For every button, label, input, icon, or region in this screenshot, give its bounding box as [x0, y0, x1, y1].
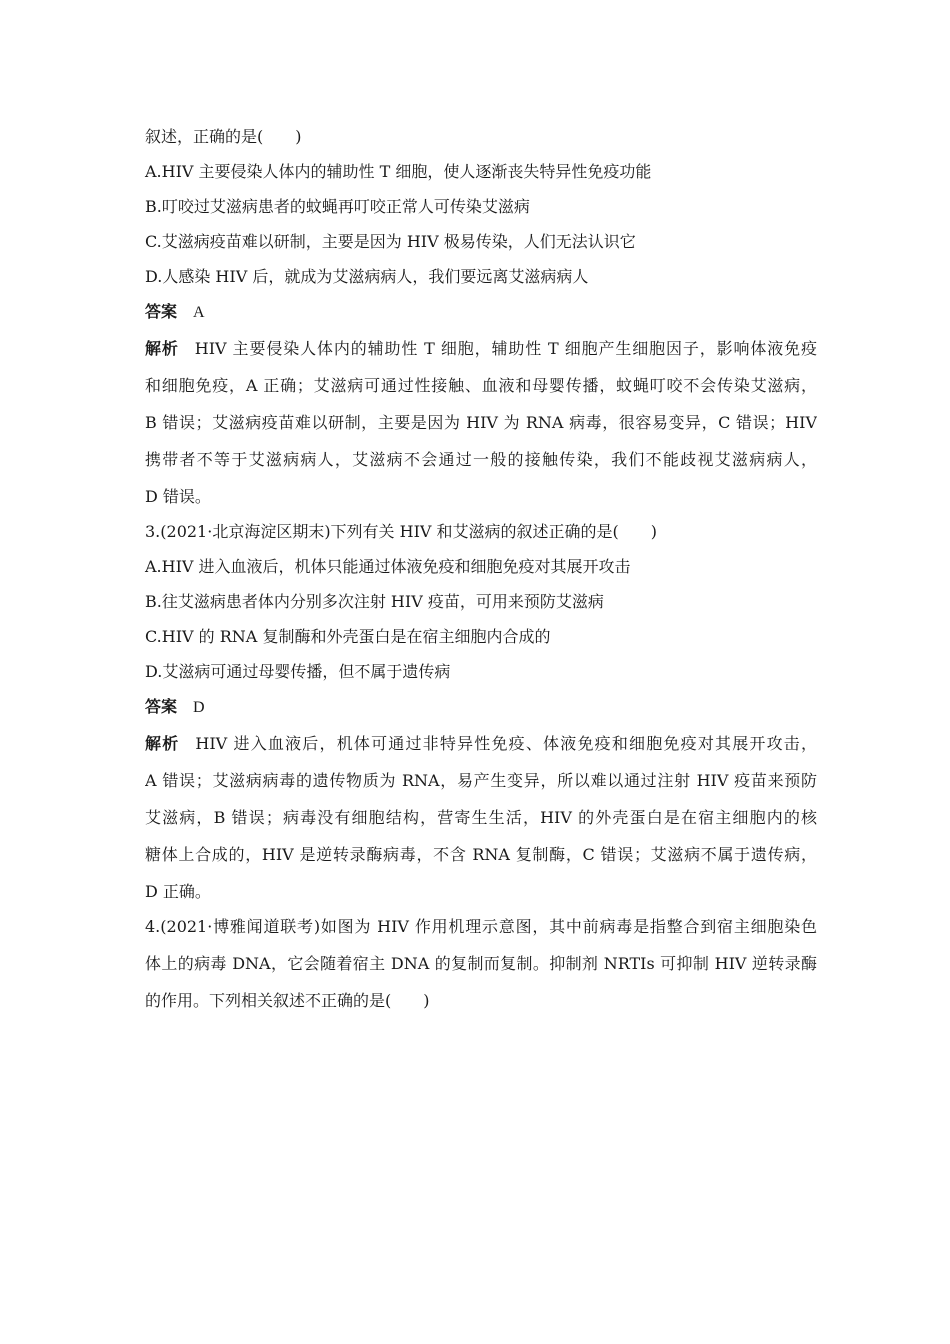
q3-analysis-line-5: D 正确。 [145, 882, 211, 901]
q2-option-b: B.叮咬过艾滋病患者的蚊蝇再叮咬正常人可传染艾滋病 [145, 197, 530, 216]
q2-analysis-line-2: 和细胞免疫，A 正确；艾滋病可通过性接触、血液和母婴传播，蚊蝇叮咬不会传染艾滋病， [145, 376, 817, 395]
q2-analysis-line-5: D 错误。 [145, 487, 211, 506]
q3-option-d: D.艾滋病可通过母婴传播，但不属于遗传病 [145, 662, 451, 681]
q3-answer-row [145, 697, 205, 717]
q2-stem-tail: 叙述，正确的是( ) [145, 127, 302, 146]
q3-analysis-line-2: A 错误；艾滋病病毒的遗传物质为 RNA，易产生变异，所以难以通过注射 HIV 疫苗来预防 [145, 771, 817, 790]
q3-analysis-line-1 [145, 734, 817, 754]
q4-stem-line-2: 体上的病毒 DNA，它会随着宿主 DNA 的复制而复制。抑制剂 NRTIs 可抑制 HIV 逆转录酶 [145, 954, 817, 973]
q2-option-a: A.HIV 主要侵染人体内的辅助性 T 细胞，使人逐渐丧失特异性免疫功能 [145, 162, 652, 181]
q3-analysis-label: 解析 [145, 734, 180, 753]
q3-option-b: B.往艾滋病患者体内分别多次注射 HIV 疫苗，可用来预防艾滋病 [145, 592, 604, 611]
q2-option-d: D.人感染 HIV 后，就成为艾滋病病人，我们要远离艾滋病病人 [145, 267, 589, 286]
q2-option-c: C.艾滋病疫苗难以研制，主要是因为 HIV 极易传染，人们无法认识它 [145, 232, 636, 251]
q2-analysis-line-1 [145, 339, 817, 359]
q2-answer-value: A [193, 304, 205, 321]
q3-option-a: A.HIV 进入血液后，机体只能通过体液免疫和细胞免疫对其展开攻击 [145, 557, 631, 576]
q2-analysis-line-4: 携带者不等于艾滋病病人，艾滋病不会通过一般的接触传染，我们不能歧视艾滋病病人， [145, 450, 817, 469]
q2-analysis-line-3: B 错误；艾滋病疫苗难以研制，主要是因为 HIV 为 RNA 病毒，很容易变异，C 错误；HIV [145, 413, 817, 432]
q2-answer-label: 答案 [145, 302, 178, 321]
q4-stem-line-1: 4.(2021·博雅闻道联考)如图为 HIV 作用机理示意图，其中前病毒是指整合到宿主细胞染色 [145, 917, 817, 936]
q3-stem: 3.(2021·北京海淀区期末)下列有关 HIV 和艾滋病的叙述正确的是( ) [145, 522, 658, 541]
q4-stem-line-3: 的作用。下列相关叙述不正确的是( ) [145, 991, 430, 1010]
q3-analysis-line-4: 糖体上合成的，HIV 是逆转录酶病毒，不含 RNA 复制酶，C 错误；艾滋病不属于遗传病， [145, 845, 817, 864]
q3-analysis-text-1: HIV 进入血液后，机体可通过非特异性免疫、体液免疫和细胞免疫对其展开攻击， [195, 734, 817, 753]
q3-answer-value: D [193, 699, 205, 716]
q3-option-c: C.HIV 的 RNA 复制酶和外壳蛋白是在宿主细胞内合成的 [145, 627, 551, 646]
q2-answer-row [145, 302, 205, 322]
q2-analysis-label: 解析 [145, 339, 179, 358]
q2-analysis-text-1: HIV 主要侵染人体内的辅助性 T 细胞，辅助性 T 细胞产生细胞因子，影响体液免疫 [194, 339, 817, 358]
q3-answer-label: 答案 [145, 697, 178, 716]
q3-analysis-line-3: 艾滋病，B 错误；病毒没有细胞结构，营寄生生活，HIV 的外壳蛋白是在宿主细胞内的核 [145, 808, 817, 827]
